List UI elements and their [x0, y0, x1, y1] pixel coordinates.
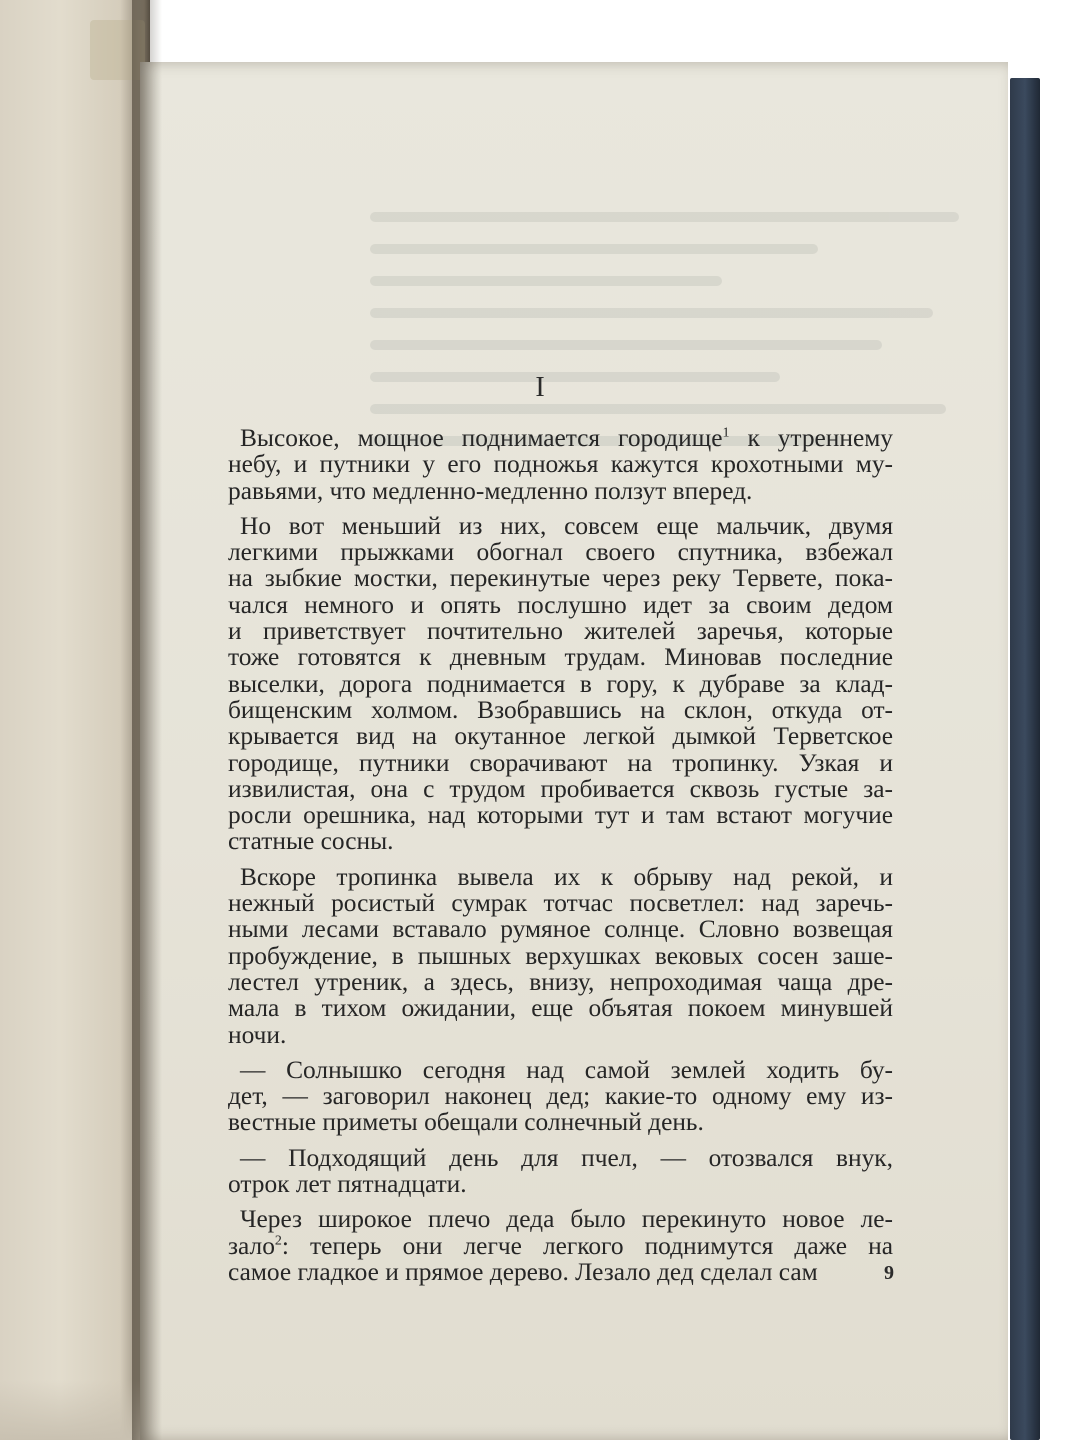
text-line: пробуждение, в пышных верхушках вековых сосен заше-: [228, 941, 893, 970]
paragraph: [228, 425, 893, 504]
text-line: чался немного и опять послушно идет за своим дедом: [228, 590, 893, 619]
text-fragment: : теперь они легче легкого поднимутся даже на: [281, 1231, 893, 1260]
text-line: бищенским холмом. Взобравшись на склон, откуда от-: [228, 695, 893, 724]
text-line: Вскоре тропинка вывела их к обрыву над рекой, и: [240, 862, 893, 891]
text-line: статные сосны.: [228, 827, 394, 856]
paragraph: [228, 1206, 893, 1285]
text-line: отрок лет пятнадцати.: [228, 1170, 467, 1199]
paragraph: [228, 1057, 893, 1136]
text-line: — Солнышко сегодня над самой землей ходить бу-: [240, 1055, 893, 1084]
text-line: самое гладкое и прямое дерево. Лезало дед сделал сам: [228, 1257, 818, 1286]
text-line: лестел утреник, а здесь, внизу, непроходимая чаща дре-: [228, 967, 893, 996]
text-line: [228, 1233, 893, 1259]
text-line: на зыбкие мостки, перекинутые через реку Тервете, пока-: [228, 564, 893, 593]
text-line: вестные приметы обещали солнечный день.: [228, 1108, 704, 1137]
text-fragment: к утреннему: [729, 424, 893, 452]
paragraph: [228, 1145, 893, 1198]
text-line: небу, и путники у его подножья кажутся крохотными му-: [228, 450, 893, 479]
text-line: Через широкое плечо деда было перекинуто новое ле-: [240, 1205, 893, 1234]
book-cover-edge: [1010, 78, 1040, 1440]
text-line: Но вот меньший из них, совсем еще мальчик, двумя: [240, 511, 893, 540]
body-text: [228, 425, 893, 1294]
paragraph: [228, 864, 893, 1048]
text-fragment: Высокое, мощное поднимается городище: [240, 424, 723, 452]
text-line: городище, путники сворачивают на тропинку. Узкая и: [228, 748, 893, 777]
text-line: — Подходящий день для пчел, — отозвался внук,: [240, 1143, 893, 1172]
text-line: ночи.: [228, 1020, 287, 1049]
text-line: извилистая, она с трудом пробивается сквозь густые за-: [228, 774, 893, 803]
text-line: [228, 425, 893, 451]
footnote-marker: 2: [274, 1233, 282, 1249]
text-line: равьями, что медленно-медленно ползут вперед.: [228, 476, 753, 505]
paragraph: [228, 513, 893, 855]
left-page: [0, 0, 150, 1440]
page-number: 9: [884, 1262, 894, 1284]
chapter-number: I: [535, 372, 545, 403]
text-line: выселки, дорога поднимается в гору, к дубраве за клад-: [228, 669, 893, 698]
text-fragment: зало: [228, 1231, 275, 1260]
text-line: легкими прыжками обогнал своего спутника, взбежал: [228, 538, 893, 567]
text-line: тоже готовятся к дневным трудам. Миновав последние: [228, 643, 893, 672]
text-line: ными лесами вставало румяное солнце. Словно возвещая: [228, 915, 893, 944]
text-line: мала в тихом ожидании, еще объятая покоем минувшей: [228, 994, 893, 1023]
text-line: нежный росистый сумрак тотчас посветлел: над заречь-: [228, 889, 893, 918]
spine-shadow: [132, 0, 162, 1440]
footnote-marker: 1: [722, 425, 730, 441]
text-line: крывается вид на окутанное легкой дымкой Терветское: [228, 722, 893, 751]
text-line: росли орешника, над которыми тут и там встают могучие: [228, 801, 893, 830]
text-line: дет, — заговорил наконец дед; какие-то одному ему из-: [228, 1082, 893, 1111]
text-line: и приветствует почтительно жителей заречья, которые: [228, 617, 893, 646]
